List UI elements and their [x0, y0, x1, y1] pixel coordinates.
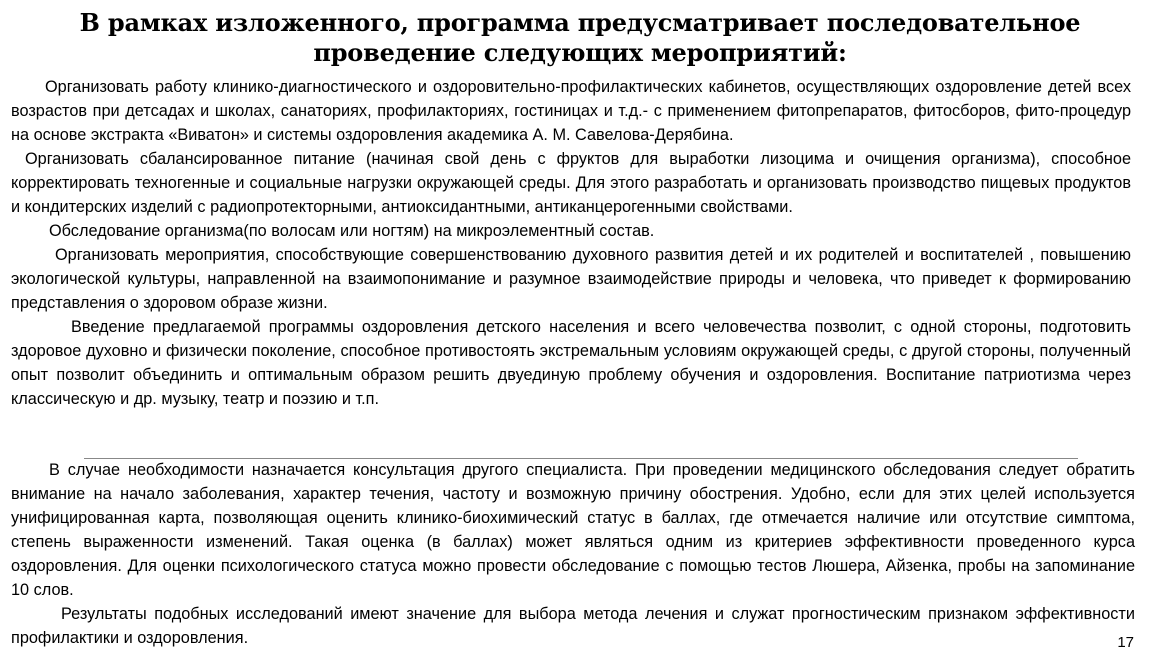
paragraph-spiritual-development: Организовать мероприятия, способствующие совершенствованию духовного развития детей и их родителей и воспитателей , повышению экологической культуры, направленной на взаимопонимание и разумное взаимодействие природы и человека, что приведет к формированию представления о здоровом образе жизни. [11, 246, 1131, 312]
paragraph-research-results: Результаты подобных исследований имеют значение для выбора метода лечения и служат прогностическим признаком эффективности профилактики и оздоровления. [11, 605, 1135, 647]
paragraph-diagnostic-offices: Организовать работу клинико-диагностического и оздоровительно-профилактических кабинетов, осуществляющих оздоровление детей всех возрастов при детсадах и школах, санаториях, профилакториях, гостиницах и т.д.- с применением фитопрепаратов, фитосборов, фито-процедур на основе экстракта «Виватон» и системы оздоровления академика А. М. Савелова-Дерябина. [11, 78, 1131, 144]
page-title: В рамках изложенного, программа предусматривает последовательное проведение следующих мероприятий: [79, 8, 1081, 67]
paragraph-microelement-exam: Обследование организма(по волосам или ногтям) на микроэлементный состав. [49, 222, 655, 240]
medical-examination-section [11, 458, 1135, 650]
program-measures-section [11, 75, 1131, 411]
paragraph-balanced-nutrition: Организовать сбалансированное питание (начиная свой день с фруктов для выработки лизоцима и очищения организма), способное корректировать техногенные и социальные нагрузки окружающей среды. Для этого разработать и организовать производство пищевых продуктов и кондитерских изделий с радиопротекторными, антиоксидантными, антиканцерогенными свойствами. [11, 150, 1131, 216]
paragraph-specialist-consultation: В случае необходимости назначается консультация другого специалиста. При проведении медицинского обследования следует обратить внимание на начало заболевания, характер течения, частоту и возможную причину обострения. Удобно, если для этих целей используется унифицированная карта, позволяющая оценить клинико-биохимический статус в баллах, где отмечается наличие или отсутствие симптома, степень выраженности изменений. Такая оценка (в баллах) может являться одним из критериев эффективности проведенного курса оздоровления. Для оценки психологического статуса можно провести обследование с помощью тестов Люшера, Айзенка, пробы на запоминание 10 слов. [11, 461, 1135, 599]
page-number: 17 [1117, 634, 1134, 651]
paragraph-program-introduction: Введение предлагаемой программы оздоровления детского населения и всего человечества позволит, с одной стороны, подготовить здоровое духовно и физически поколение, способное противостоять экстремальным условиям окружающей среды, с другой стороны, полученный опыт позволит объединить и оптимальным образом решить двуединую проблему обучения и оздоровления. Воспитание патриотизма через классическую и др. музыку, театр и поэзию и т.п. [11, 318, 1131, 408]
